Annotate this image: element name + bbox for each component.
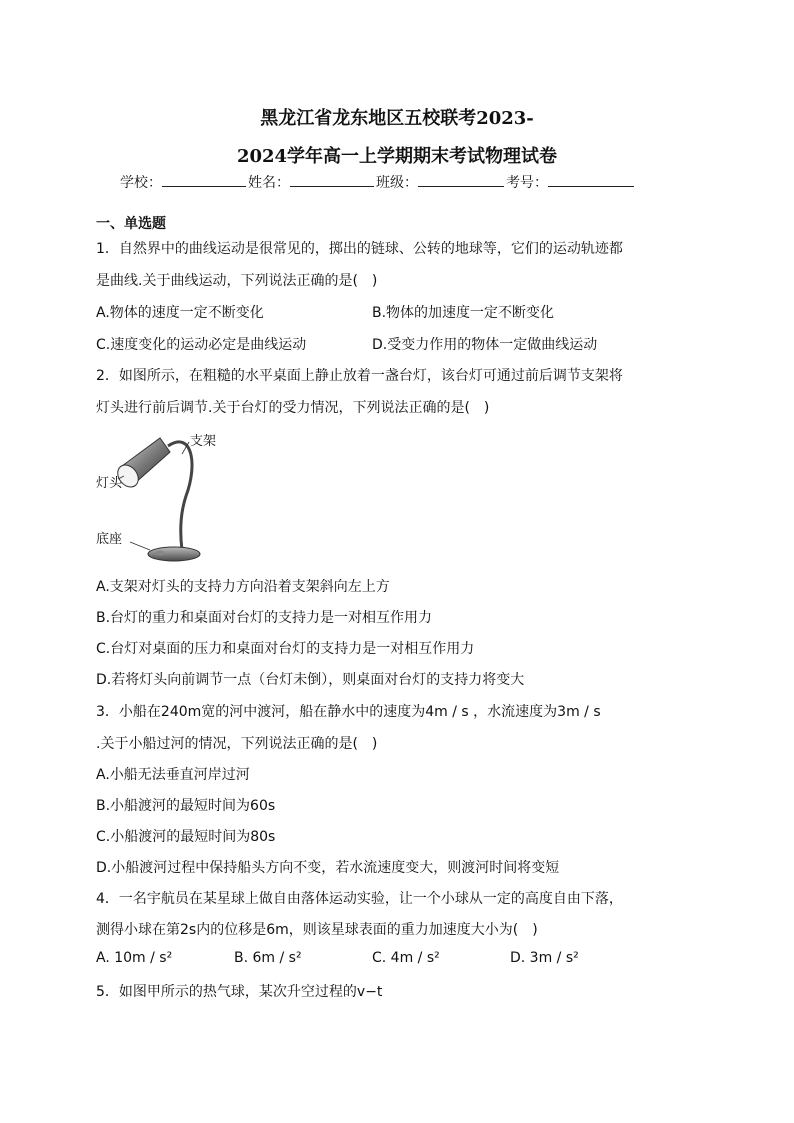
q2-option-d: D.若将灯头向前调节一点（台灯未倒），则桌面对台灯的支持力将变大 [96, 672, 525, 688]
lamp-head-label: 灯头 [96, 476, 123, 491]
q2-stem-line1: 2．如图所示，在粗糙的水平桌面上静止放着一盏台灯，该台灯可通过前后调节支架将 [96, 368, 623, 384]
q4-stem-line1: 4．一名宇航员在某星球上做自由落体运动实验，让一个小球从一定的高度自由下落， [96, 891, 623, 907]
exam-no-label: 考号： [506, 175, 548, 191]
desk-lamp-figure [94, 424, 234, 566]
q4-option-b: B. 6m / s² [234, 950, 302, 966]
q4-option-c: C. 4m / s² [372, 950, 440, 966]
class-label: 班级： [376, 175, 418, 191]
student-info [120, 172, 636, 192]
name-label: 姓名： [248, 175, 290, 191]
name-blank[interactable] [290, 172, 374, 187]
q1-option-c: C.速度变化的运动必定是曲线运动 [96, 337, 307, 353]
base-label: 底座 [96, 532, 123, 547]
section-heading: 一、单选题 [96, 216, 166, 232]
bracket-label: 支架 [190, 434, 217, 449]
q3-stem-line1: 3．小船在240m宽的河中渡河，船在静水中的速度为4m / s ，水流速度为3m / s [96, 704, 601, 720]
q4-option-a: A. 10m / s² [96, 950, 173, 966]
q1-stem-line2: 是曲线.关于曲线运动，下列说法正确的是( ) [96, 273, 378, 289]
q2-option-a: A.支架对灯头的支持力方向沿着支架斜向左上方 [96, 579, 390, 595]
exam-title-line2: 2024学年高一上学期期末考试物理试卷 [236, 146, 558, 167]
exam-title-line1: 黑龙江省龙东地区五校联考2023- [260, 108, 534, 129]
q1-stem-line1: 1．自然界中的曲线运动是很常见的，掷出的链球、公转的地球等，它们的运动轨迹都 [96, 241, 623, 257]
school-blank[interactable] [162, 172, 246, 187]
school-label: 学校： [120, 175, 162, 191]
q5-stem-line1: 5．如图甲所示的热气球，某次升空过程的v−t [96, 984, 383, 1000]
q3-option-b: B.小船渡河的最短时间为60s [96, 798, 276, 814]
exam-no-blank[interactable] [548, 172, 634, 187]
q1-option-a: A.物体的速度一定不断变化 [96, 305, 264, 321]
q3-option-a: A.小船无法垂直河岸过河 [96, 767, 250, 783]
q3-option-c: C.小船渡河的最短时间为80s [96, 829, 276, 845]
q3-stem-line2: .关于小船过河的情况，下列说法正确的是( ) [96, 736, 378, 752]
q2-stem-line2: 灯头进行前后调节.关于台灯的受力情况，下列说法正确的是( ) [96, 400, 490, 416]
q1-option-d: D.受变力作用的物体一定做曲线运动 [372, 337, 598, 353]
q4-stem-line2: 测得小球在第2s内的位移是6m，则该星球表面的重力加速度大小为( ) [96, 922, 538, 938]
q1-option-b: B.物体的加速度一定不断变化 [372, 305, 555, 321]
q2-option-b: B.台灯的重力和桌面对台灯的支持力是一对相互作用力 [96, 610, 433, 626]
q2-option-c: C.台灯对桌面的压力和桌面对台灯的支持力是一对相互作用力 [96, 641, 475, 657]
class-blank[interactable] [418, 172, 504, 187]
q3-option-d: D.小船渡河过程中保持船头方向不变，若水流速度变大，则渡河时间将变短 [96, 860, 560, 876]
q4-option-d: D. 3m / s² [510, 950, 579, 966]
